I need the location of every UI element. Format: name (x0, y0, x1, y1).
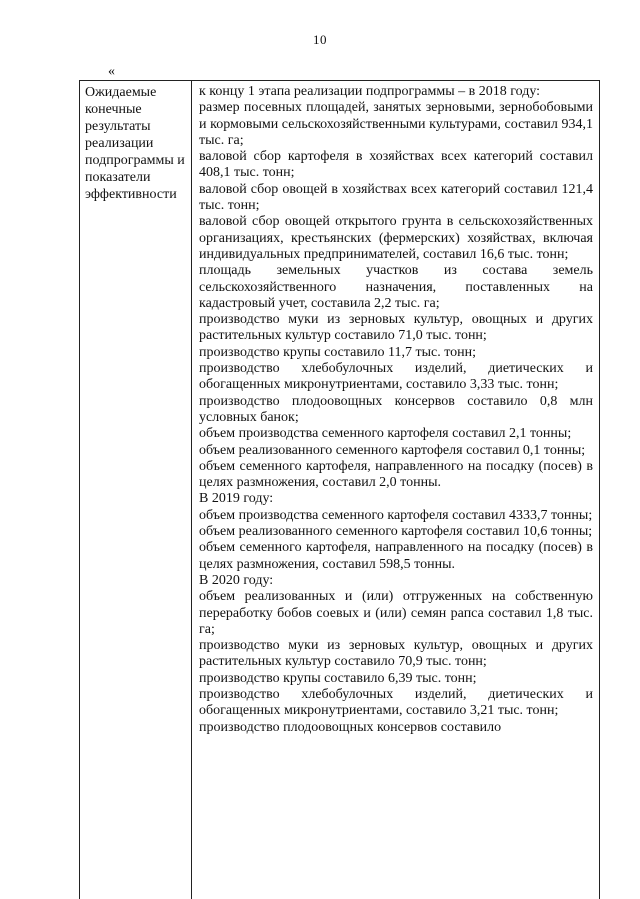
paragraph: производство хлебобулочных изделий, диетических и обогащенных микронутриентами, составило 3,33 тыс. тонн; (199, 361, 593, 393)
paragraph: объем семенного картофеля, направленного на посадку (посев) в целях размножения, составил 2,0 тонны. (199, 458, 593, 491)
paragraph: объем реализованного семенного картофеля составил 10,6 тонны; (199, 524, 593, 540)
results-table (79, 80, 600, 899)
paragraph: объем реализованного семенного картофеля составил 0,1 тонны; (199, 442, 586, 458)
paragraph: производство муки из зерновых культур, овощных и других растительных культур составило 70,9 тыс. тонн; (199, 638, 593, 670)
paragraph: объем производства семенного картофеля составил 2,1 тонны; (199, 426, 572, 442)
label-line: конечные (85, 102, 142, 117)
label-line: реализации (85, 136, 154, 151)
paragraph: объем реализованных и (или) отгруженных на собственную переработку бобов соевых и (или) семян рапса составил 1,8 тыс. га; (199, 589, 593, 637)
year-heading: В 2019 году: (199, 491, 274, 507)
table-label-cell (80, 81, 192, 899)
paragraph: объем семенного картофеля, направленного на посадку (посев) в целях размножения, составил 598,5 тонны. (199, 540, 593, 572)
paragraph: к концу 1 этапа реализации подпрограммы – в 2018 году: (199, 84, 541, 99)
opening-quote: « (108, 64, 115, 79)
paragraph: размер посевных площадей, занятых зерновыми, зернобобовыми и кормовыми сельскохозяйственными культурами, составил 934,1 тыс. га; (199, 100, 593, 148)
paragraph: производство плодоовощных консервов составило (199, 719, 502, 735)
paragraph: производство муки из зерновых культур, овощных и других растительных культур составило 71,0 тыс. тонн; (199, 312, 593, 344)
label-line: эффективности (85, 187, 177, 202)
table-content-cell (192, 81, 599, 899)
label-line: показатели (85, 170, 151, 185)
page-number: 10 (313, 32, 327, 47)
year-heading: В 2020 году: (199, 572, 274, 588)
paragraph: валовой сбор картофеля в хозяйствах всех категорий составил 408,1 тыс. тонн; (199, 149, 593, 181)
paragraph: производство плодоовощных консервов составило 0,8 млн условных банок; (199, 393, 593, 425)
paragraph: площадь земельных участков из состава земель сельскохозяйственного назначения, поставленных на кадастровый учет, составила 2,2 тыс. га; (199, 263, 593, 311)
paragraph: производство хлебобулочных изделий, диетических и обогащенных микронутриентами, составило 3,21 тыс. тонн; (199, 686, 593, 719)
paragraph: валовой сбор овощей в хозяйствах всех категорий составил 121,4 тыс. тонн; (199, 181, 593, 214)
label-line: подпрограммы и (85, 153, 185, 168)
label-line: Ожидаемые (85, 85, 157, 100)
paragraph: объем производства семенного картофеля составил 4333,7 тонны; (199, 507, 593, 523)
label-line: результаты (85, 119, 151, 134)
paragraph: валовой сбор овощей открытого грунта в сельскохозяйственных организациях, крестьянских (фермерских) хозяйствах, включая индивидуальных предпринимателей, составил 16,6 тыс. тонн; (199, 214, 593, 262)
paragraph: производство крупы составило 11,7 тыс. тонн; (199, 344, 477, 360)
paragraph: производство крупы составило 6,39 тыс. тонн; (199, 670, 477, 686)
